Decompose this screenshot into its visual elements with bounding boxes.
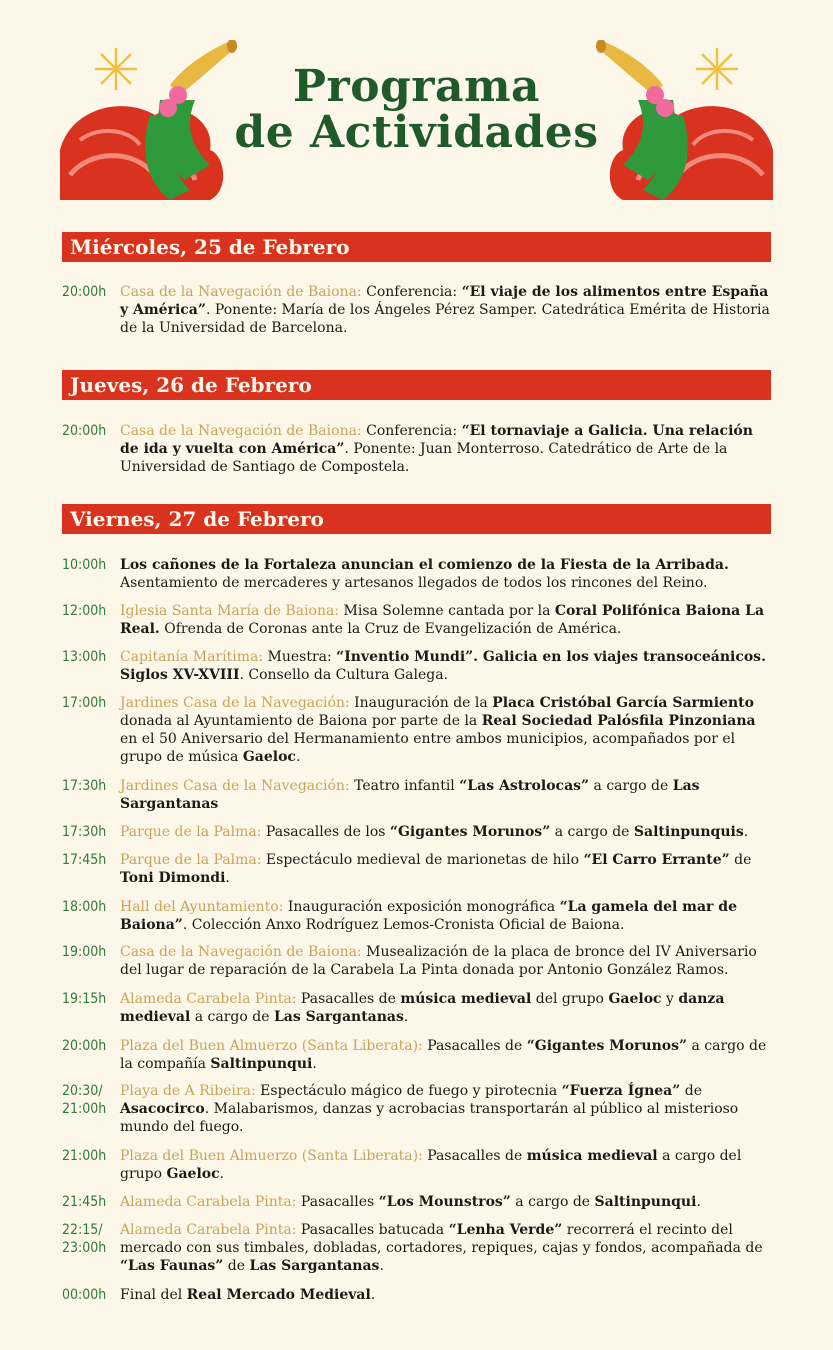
event-text: Musealización de la placa de bronce del IV Aniversario del lugar de reparación de la Carabela La Pinta donada por Antonio González Ramos.	[120, 944, 757, 978]
event-highlight: “Lenha Verde”	[448, 1222, 563, 1238]
event-description	[120, 1147, 774, 1183]
event-time: 21:45h	[62, 1194, 107, 1210]
event-text: .	[225, 870, 230, 886]
event-highlight: música medieval	[400, 991, 532, 1007]
event-text: a cargo de la compañía	[120, 1038, 767, 1072]
event-venue: Playa de A Ribeira:	[120, 1083, 256, 1099]
event-highlight: “El Carro Errante”	[583, 852, 730, 868]
event-description	[120, 648, 774, 684]
event-description	[120, 1286, 774, 1304]
header	[0, 0, 833, 225]
event-highlight: Saltinpunqui	[210, 1056, 313, 1072]
event-text: a cargo de	[190, 1009, 274, 1025]
event-text: Final del	[120, 1287, 187, 1303]
event-highlight: “El viaje de los alimentos entre España y América”	[120, 284, 769, 318]
event-description	[120, 602, 774, 638]
event-venue: Jardines Casa de la Navegación:	[120, 778, 350, 794]
event-description	[120, 556, 774, 592]
event-text: a cargo de	[550, 824, 634, 840]
event-text: .	[219, 1166, 225, 1182]
event-description	[120, 823, 774, 841]
event-time: 13:00h	[62, 649, 107, 665]
event-text: en el 50 Aniversario del Hermanamiento entre ambos municipios, acompañados por el grupo de música	[120, 731, 736, 765]
event-text: de	[680, 1083, 702, 1099]
page-title	[180, 61, 653, 158]
event-text: Conferencia:	[361, 284, 462, 300]
event-text: Pasacalles de	[422, 1148, 527, 1164]
title-line-1: Programa	[292, 61, 541, 112]
event-highlight: “Las Faunas”	[120, 1258, 224, 1274]
event-highlight: Real Mercado Medieval	[186, 1287, 371, 1303]
event-venue: Plaza del Buen Almuerzo (Santa Liberata):	[120, 1148, 423, 1164]
title-line-2: de Actividades	[234, 107, 599, 158]
event-text: . Malabarismos, danzas y acrobacias transportarán al público al misterioso mundo del fuego.	[120, 1101, 739, 1135]
event-highlight: “El tornaviaje a Galicia. Una relación de ida y vuelta con América”	[120, 423, 753, 457]
event-highlight: Las Sargantanas	[249, 1258, 380, 1274]
event-venue: Alameda Carabela Pinta:	[120, 1194, 297, 1210]
event-time: 17:30h	[62, 778, 107, 794]
event-text: y	[661, 991, 679, 1007]
event-highlight: “La gamela del mar de Baiona”	[120, 899, 737, 933]
event-description	[120, 283, 774, 337]
event-highlight: Toni Dimondi	[120, 870, 226, 886]
event-text: Inauguración de la	[349, 695, 493, 711]
event-description	[120, 851, 774, 887]
event-text: Teatro infantil	[349, 778, 460, 794]
event-highlight: Los cañones de la Fortaleza anuncian el comienzo de la Fiesta de la Arribada.	[120, 557, 729, 573]
event-time: 19:15h	[62, 991, 107, 1007]
event-text: Pasacalles batucada	[296, 1222, 449, 1238]
event-text: Inauguración exposición monográfica	[283, 899, 560, 915]
event-description	[120, 990, 774, 1026]
event-text: .	[696, 1194, 701, 1210]
event-highlight: Las Sargantanas	[273, 1009, 404, 1025]
event-venue: Capitanía Marítima:	[120, 649, 264, 665]
event-text: .	[743, 824, 749, 840]
event-text: Muestra:	[263, 649, 337, 665]
event-time: 22:15/ 23:00h	[62, 1222, 107, 1256]
event-highlight: Gaeloc	[608, 991, 662, 1007]
event-text: Pasacalles de los	[261, 824, 390, 840]
event-highlight: “Los Mounstros”	[378, 1194, 511, 1210]
event-highlight: Coral Polifónica Baiona La Real.	[120, 603, 765, 637]
event-time: 20:00h	[62, 423, 107, 439]
event-description	[120, 1082, 774, 1136]
event-text: a cargo de	[510, 1194, 595, 1210]
event-time: 19:00h	[62, 944, 107, 960]
event-text: del grupo	[531, 991, 609, 1007]
event-time: 20:30/ 21:00h	[62, 1083, 107, 1117]
event-highlight: “Gigantes Morunos”	[389, 824, 551, 840]
event-venue: Casa de la Navegación de Baiona:	[120, 944, 362, 960]
event-time: 00:00h	[62, 1287, 107, 1303]
event-time: 10:00h	[62, 557, 107, 573]
event-venue: Casa de la Navegación de Baiona:	[120, 423, 362, 439]
event-description	[120, 694, 774, 766]
event-text: de	[223, 1258, 250, 1274]
event-venue: Plaza del Buen Almuerzo (Santa Liberata):	[120, 1038, 423, 1054]
event-highlight: Placa Cristóbal García Sarmiento	[492, 695, 754, 711]
event-time: 18:00h	[62, 899, 107, 915]
event-venue: Casa de la Navegación de Baiona:	[120, 284, 362, 300]
event-text: Pasacalles de	[296, 991, 401, 1007]
event-text: donada al Ayuntamiento de Baiona por parte de la	[120, 713, 482, 729]
event-description	[120, 422, 774, 476]
event-text: . Ponente: Juan Monterroso. Catedrático de Arte de la Universidad de Santiago de Compostela.	[120, 441, 728, 475]
event-venue: Parque de la Palma:	[120, 852, 262, 868]
event-description	[120, 898, 774, 934]
event-highlight: Saltinpunquis	[633, 824, 744, 840]
event-description	[120, 777, 774, 813]
event-text: . Ponente: María de los Ángeles Pérez Samper. Catedrática Emérita de Historia de la Universidad de Barcelona.	[120, 302, 770, 336]
event-text: .	[370, 1287, 376, 1303]
event-highlight: Gaeloc	[166, 1166, 220, 1182]
sparkle-icon	[696, 48, 738, 90]
event-highlight: “Gigantes Morunos”	[526, 1038, 688, 1054]
event-description	[120, 943, 774, 979]
event-text: recorrerá el recinto del mercado con sus timbales, dobladas, cortadores, repiques, cajas y fondos, acompañada de	[120, 1222, 763, 1256]
event-venue: Alameda Carabela Pinta:	[120, 991, 297, 1007]
event-text: .	[379, 1258, 384, 1274]
event-venue: Alameda Carabela Pinta:	[120, 1222, 297, 1238]
event-venue: Hall del Ayuntamiento:	[120, 899, 284, 915]
event-time: 21:00h	[62, 1148, 107, 1164]
event-text: Ofrenda de Coronas ante la Cruz de Evangelización de América.	[159, 621, 622, 637]
event-highlight: Asacocirco	[120, 1101, 205, 1117]
event-text: Espectáculo mágico de fuego y pirotecnia	[255, 1083, 562, 1099]
event-text: . Colección Anxo Rodríguez Lemos-Cronista Oficial de Baiona.	[182, 917, 625, 933]
event-highlight: música medieval	[526, 1148, 658, 1164]
event-highlight: danza medieval	[120, 991, 725, 1025]
event-text: Pasacalles	[296, 1194, 379, 1210]
event-description	[120, 1221, 774, 1275]
event-time: 12:00h	[62, 603, 107, 619]
event-text: Misa Solemne cantada por la	[339, 603, 555, 619]
event-highlight: Gaeloc	[242, 749, 296, 765]
event-time: 20:00h	[62, 284, 107, 300]
section-heading-viernes: Viernes, 27 de Febrero	[62, 504, 771, 534]
event-highlight: “Inventio Mundi”. Galicia en los viajes transoceánicos. Siglos XV-XVIII	[120, 649, 766, 683]
event-text: Pasacalles de	[422, 1038, 527, 1054]
event-description	[120, 1193, 774, 1211]
event-text: .	[312, 1056, 317, 1072]
event-text: a cargo del grupo	[120, 1148, 742, 1182]
event-description	[120, 1037, 774, 1073]
event-highlight: Saltinpunqui	[594, 1194, 697, 1210]
event-time: 20:00h	[62, 1038, 107, 1054]
event-text: Conferencia:	[361, 423, 462, 439]
event-highlight: “Las Astrolocas”	[459, 778, 590, 794]
event-highlight: “Fuerza Ígnea”	[561, 1083, 681, 1099]
event-time: 17:45h	[62, 852, 107, 868]
event-text: Asentamiento de mercaderes y artesanos llegados de todos los rincones del Reino.	[120, 575, 708, 591]
event-highlight: Las Sargantanas	[120, 778, 700, 812]
event-text: Espectáculo medieval de marionetas de hilo	[261, 852, 584, 868]
event-time: 17:30h	[62, 824, 107, 840]
section-heading-miercoles: Miércoles, 25 de Febrero	[62, 232, 771, 262]
event-time: 17:00h	[62, 695, 107, 711]
event-text: .	[403, 1009, 409, 1025]
event-text: de	[729, 852, 752, 868]
section-heading-jueves: Jueves, 26 de Febrero	[62, 370, 771, 400]
event-highlight: Real Sociedad Palósfila Pinzoniana	[481, 713, 756, 729]
sparkle-icon	[95, 48, 137, 90]
event-text: a cargo de	[589, 778, 673, 794]
event-text: . Consello da Cultura Galega.	[239, 667, 449, 683]
event-venue: Jardines Casa de la Navegación:	[120, 695, 350, 711]
event-text: .	[295, 749, 301, 765]
event-venue: Iglesia Santa María de Baiona:	[120, 603, 340, 619]
event-venue: Parque de la Palma:	[120, 824, 262, 840]
